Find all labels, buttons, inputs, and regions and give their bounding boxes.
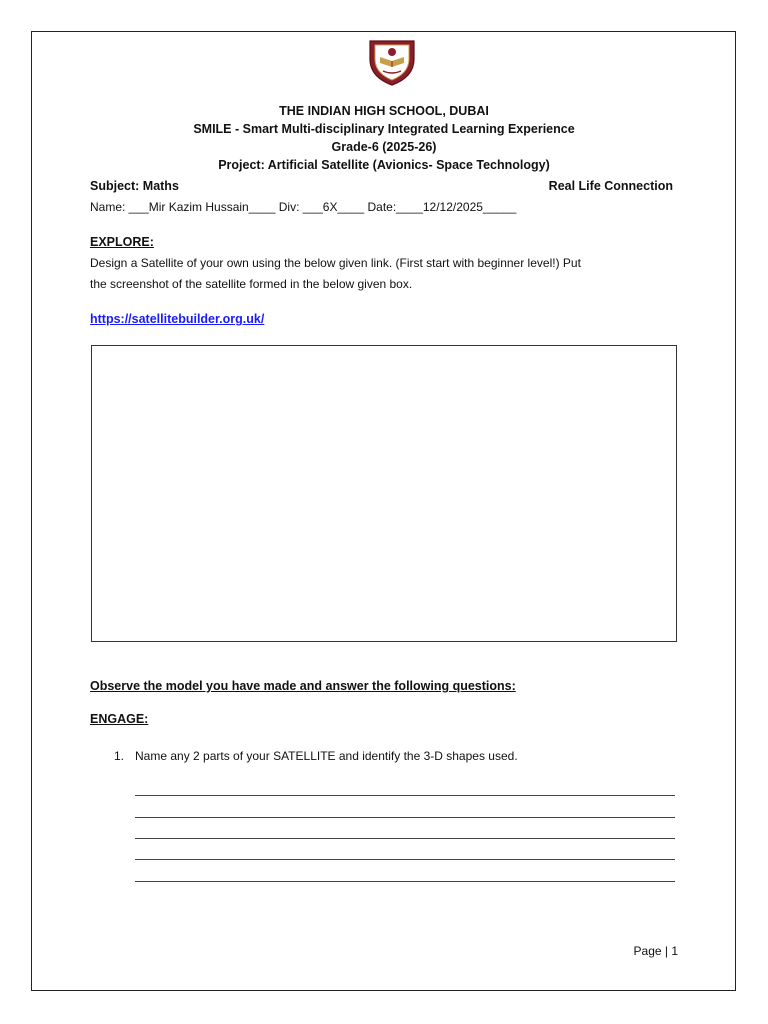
grade-title: Grade-6 (2025-26) bbox=[331, 140, 437, 154]
answer-line[interactable] bbox=[135, 881, 675, 882]
answer-line[interactable] bbox=[135, 817, 675, 818]
school-crest-icon bbox=[366, 37, 418, 87]
project-title: Project: Artificial Satellite (Avionics- Space Technology) bbox=[218, 158, 550, 172]
screenshot-box bbox=[91, 345, 677, 642]
satellite-builder-link[interactable]: https://satellitebuilder.org.uk/ bbox=[90, 312, 265, 326]
engage-heading: ENGAGE: bbox=[90, 712, 149, 726]
explore-text-line2: the screenshot of the satellite formed in the below given box. bbox=[90, 277, 413, 291]
explore-heading: EXPLORE: bbox=[90, 235, 154, 249]
explore-text-line1: Design a Satellite of your own using the below given link. (First start with beginner level!) Put bbox=[90, 256, 581, 270]
question-number: 1. bbox=[114, 749, 125, 763]
student-details: Name: ___Mir Kazim Hussain____ Div: ___6X____ Date:____12/12/2025_____ bbox=[90, 200, 517, 214]
program-title: SMILE - Smart Multi-disciplinary Integrated Learning Experience bbox=[193, 122, 575, 136]
real-life-connection-label: Real Life Connection bbox=[548, 179, 673, 193]
school-name: THE INDIAN HIGH SCHOOL, DUBAI bbox=[279, 104, 489, 118]
answer-line[interactable] bbox=[135, 859, 675, 860]
answer-line[interactable] bbox=[135, 838, 675, 839]
subject-label: Subject: Maths bbox=[90, 179, 179, 193]
page-number: Page | 1 bbox=[633, 944, 678, 958]
question-text: Name any 2 parts of your SATELLITE and identify the 3-D shapes used. bbox=[135, 749, 518, 763]
observe-heading: Observe the model you have made and answer the following questions: bbox=[90, 679, 516, 693]
answer-line[interactable] bbox=[135, 795, 675, 796]
